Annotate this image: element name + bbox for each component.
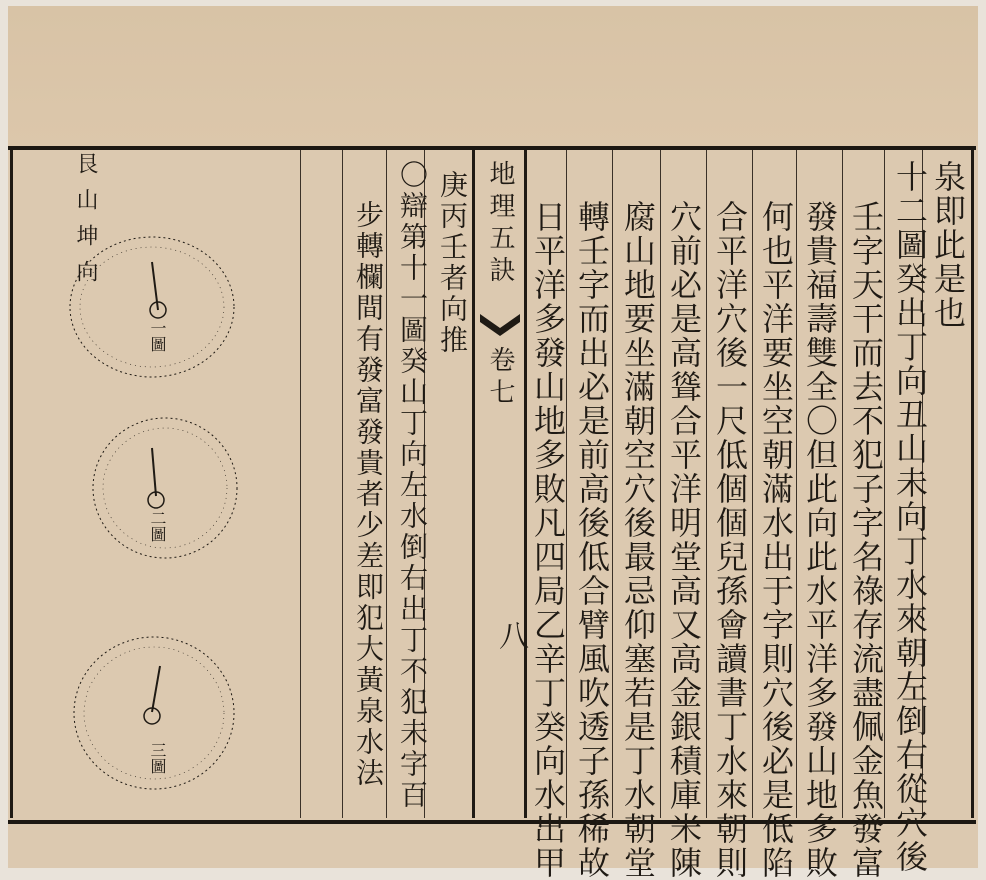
text-column: 步轉欄間有發富發貴者少差即犯大黃泉水法	[352, 200, 385, 789]
panel-divider	[300, 150, 301, 818]
compass-diagram-1	[52, 222, 242, 396]
column-rule	[796, 150, 797, 818]
column-rule	[660, 150, 661, 818]
diagram-label: 一圖	[148, 320, 167, 352]
frame-left-border	[10, 150, 13, 818]
column-rule	[752, 150, 753, 818]
text-column: 壬字天干而去不犯子字名祿存流盡佩金魚發富	[847, 200, 885, 880]
frame-right-border	[971, 150, 974, 818]
column-rule	[612, 150, 613, 818]
column-rule	[342, 150, 343, 818]
diagram-label: 三圖	[148, 742, 167, 774]
text-column: 十二圖癸出丁向丑山未向丁水來朝左倒右從穴後	[891, 160, 929, 874]
fish-tail-mark-icon	[478, 312, 522, 338]
diagram-label: 二圖	[148, 510, 167, 542]
book-title: 地理五訣	[485, 160, 515, 288]
center-fold-line	[472, 150, 475, 818]
text-column: 何也平洋要坐空朝滿水出于字則穴後必是低陷	[757, 200, 795, 880]
volume-label: 卷七	[485, 346, 515, 410]
column-rule	[842, 150, 843, 818]
compass-diagram-3	[64, 628, 244, 802]
text-column: 穴前必是高聳合平洋明堂高又高金銀積庫米陳	[665, 200, 703, 880]
text-column: 腐山地要坐滿朝空穴後最忌仰塞若是丁水朝堂	[619, 200, 657, 880]
text-column: 泉即此是也	[929, 160, 967, 330]
text-column: 庚丙壬者向推	[436, 170, 469, 356]
text-column: 合平洋穴後一尺低個個兒孫會讀書丁水來朝則	[711, 200, 749, 880]
text-column: 發貴福壽雙全〇但此向此水平洋多發山地多敗	[801, 200, 839, 880]
diagram-caption: 艮山坤向	[73, 152, 98, 296]
center-fold-line	[524, 150, 527, 818]
text-column: 〇辯第十一圖癸山丁向左水倒右出丁不犯未字百	[396, 160, 429, 811]
text-column: 日平洋多發山地多敗凡四局乙辛丁癸向水出甲	[529, 200, 567, 880]
top-margin	[8, 6, 978, 146]
page-number: 八	[493, 620, 528, 650]
column-rule	[706, 150, 707, 818]
text-column: 轉壬字而出必是前高後低合臂風吹透子孫稀故	[573, 200, 611, 880]
compass-diagram-2	[80, 408, 250, 572]
